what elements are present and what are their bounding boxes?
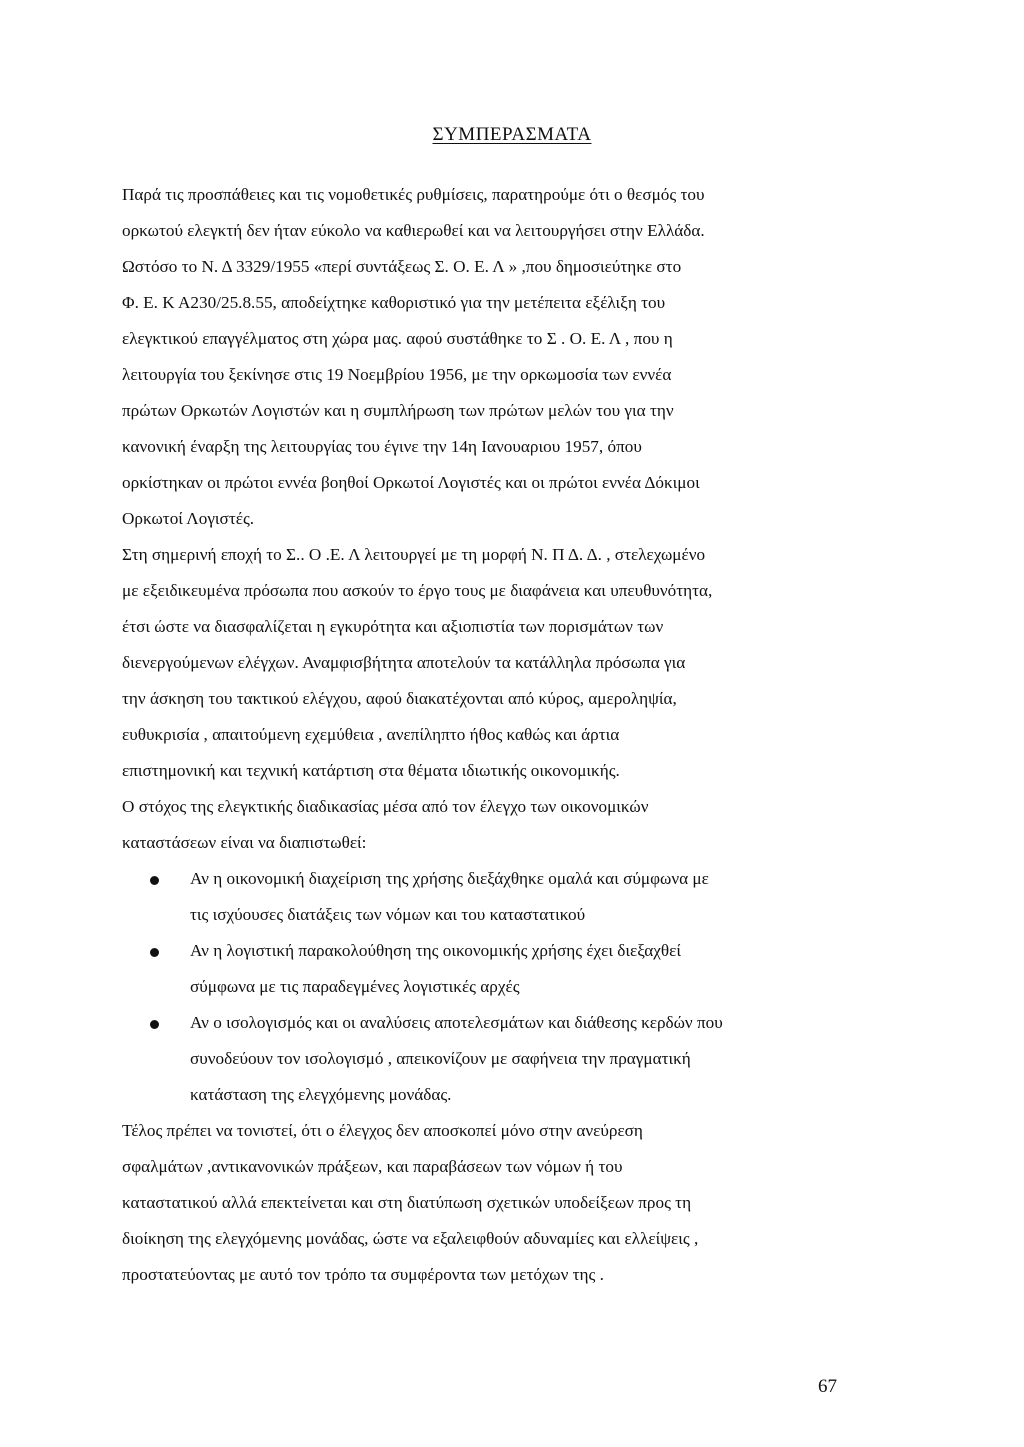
paragraph-line: διοίκηση της ελεγχόμενης μονάδας, ώστε να εξαλειφθούν αδυναμίες και ελλείψεις , (122, 1229, 699, 1248)
paragraph-line: Φ. Ε. Κ Α230/25.8.55, αποδείχτηκε καθοριστικό για την μετέπειτα εξέλιξη του (122, 293, 666, 312)
paragraph-line: Τέλος πρέπει να τονιστεί, ότι ο έλεγχος δεν αποσκοπεί μόνο στην ανεύρεση (122, 1121, 643, 1140)
bullet-line: Αν ο ισολογισμός και οι αναλύσεις αποτελεσμάτων και διάθεσης κερδών που (190, 1013, 723, 1032)
paragraph-line: διενεργούμενων ελέγχων. Αναμφισβήτητα αποτελούν τα κατάλληλα πρόσωπα για (122, 653, 686, 672)
paragraph-line: ορκωτού ελεγκτή δεν ήταν εύκολο να καθιερωθεί και να λειτουργήσει στην Ελλάδα. (122, 221, 705, 240)
bullet-line: Αν η οικονομική διαχείριση της χρήσης διεξάχθηκε ομαλά και σύμφωνα με (190, 869, 709, 888)
paragraph-line: ορκίστηκαν οι πρώτοι εννέα βοηθοί Ορκωτοί Λογιστές και οι πρώτοι εννέα Δόκιμοι (122, 473, 700, 492)
paragraph-line: καταστάσεων είναι να διαπιστωθεί: (122, 833, 367, 852)
paragraph-line: πρώτων Ορκωτών Λογιστών και η συμπλήρωση των πρώτων μελών του για την (122, 401, 674, 420)
paragraph-line: προστατεύοντας με αυτό τον τρόπο τα συμφέροντα των μετόχων της . (122, 1265, 604, 1284)
paragraph-line: ευθυκρισία , απαιτούμενη εχεμύθεια , ανεπίληπτο ήθος καθώς και άρτια (122, 725, 620, 744)
bullet-point-icon (150, 876, 159, 885)
bullet-point-icon (150, 948, 159, 957)
paragraph-line: ελεγκτικού επαγγέλματος στη χώρα μας. αφού συστάθηκε το Σ . Ο. Ε. Λ , που η (122, 329, 673, 348)
bullet-point-icon (150, 1020, 159, 1029)
bullet-line: συνοδεύουν τον ισολογισμό , απεικονίζουν με σαφήνεια την πραγματική (190, 1049, 691, 1068)
paragraph-line: καταστατικού αλλά επεκτείνεται και στη διατύπωση σχετικών υποδείξεων προς τη (122, 1193, 692, 1212)
paragraph-line: με εξειδικευμένα πρόσωπα που ασκούν το έργο τους με διαφάνεια και υπευθυνότητα, (122, 581, 713, 600)
bullet-line: Αν η λογιστική παρακολούθηση της οικονομικής χρήσης έχει διεξαχθεί (190, 941, 681, 960)
paragraph-line: Ο στόχος της ελεγκτικής διαδικασίας μέσα από τον έλεγχο των οικονομικών (122, 797, 649, 816)
paragraph-line: έτσι ώστε να διασφαλίζεται η εγκυρότητα και αξιοπιστία των πορισμάτων των (122, 617, 664, 636)
bullet-line: τις ισχύουσες διατάξεις των νόμων και του καταστατικού (190, 905, 586, 924)
bullet-line: σύμφωνα με τις παραδεγμένες λογιστικές αρχές (190, 977, 520, 996)
paragraph-line: Ορκωτοί Λογιστές. (122, 509, 255, 528)
paragraph-line: λειτουργία του ξεκίνησε στις 19 Νοεμβρίου 1956, με την ορκωμοσία των εννέα (122, 365, 672, 384)
paragraph-line: σφαλμάτων ,αντικανονικών πράξεων, και παραβάσεων των νόμων ή του (122, 1157, 623, 1176)
paragraph-line: κανονική έναρξη της λειτουργίας του έγινε την 14η Ιανουαριου 1957, όπου (122, 437, 642, 456)
page-title: ΣΥΜΠΕΡΑΣΜΑΤΑ (432, 124, 592, 145)
paragraph-line: Στη σημερινή εποχή το Σ.. Ο .Ε. Λ λειτουργεί με τη μορφή Ν. Π Δ. Δ. , στελεχωμένο (122, 545, 706, 564)
paragraph-line: Παρά τις προσπάθειες και τις νομοθετικές ρυθμίσεις, παρατηρούμε ότι ο θεσμός του (122, 185, 705, 204)
paragraph-line: την άσκηση του τακτικού ελέγχου, αφού διακατέχονται από κύρος, αμεροληψία, (122, 689, 677, 708)
paragraph-line: επιστημονική και τεχνική κατάρτιση στα θέματα ιδιωτικής οικονομικής. (122, 761, 620, 780)
bullet-line: κατάσταση της ελεγχόμενης μονάδας. (190, 1085, 452, 1104)
page-number: 67 (818, 1376, 837, 1397)
paragraph-line: Ωστόσο το Ν. Δ 3329/1955 «περί συντάξεως Σ. Ο. Ε. Λ » ,που δημοσιεύτηκε στο (122, 257, 682, 276)
